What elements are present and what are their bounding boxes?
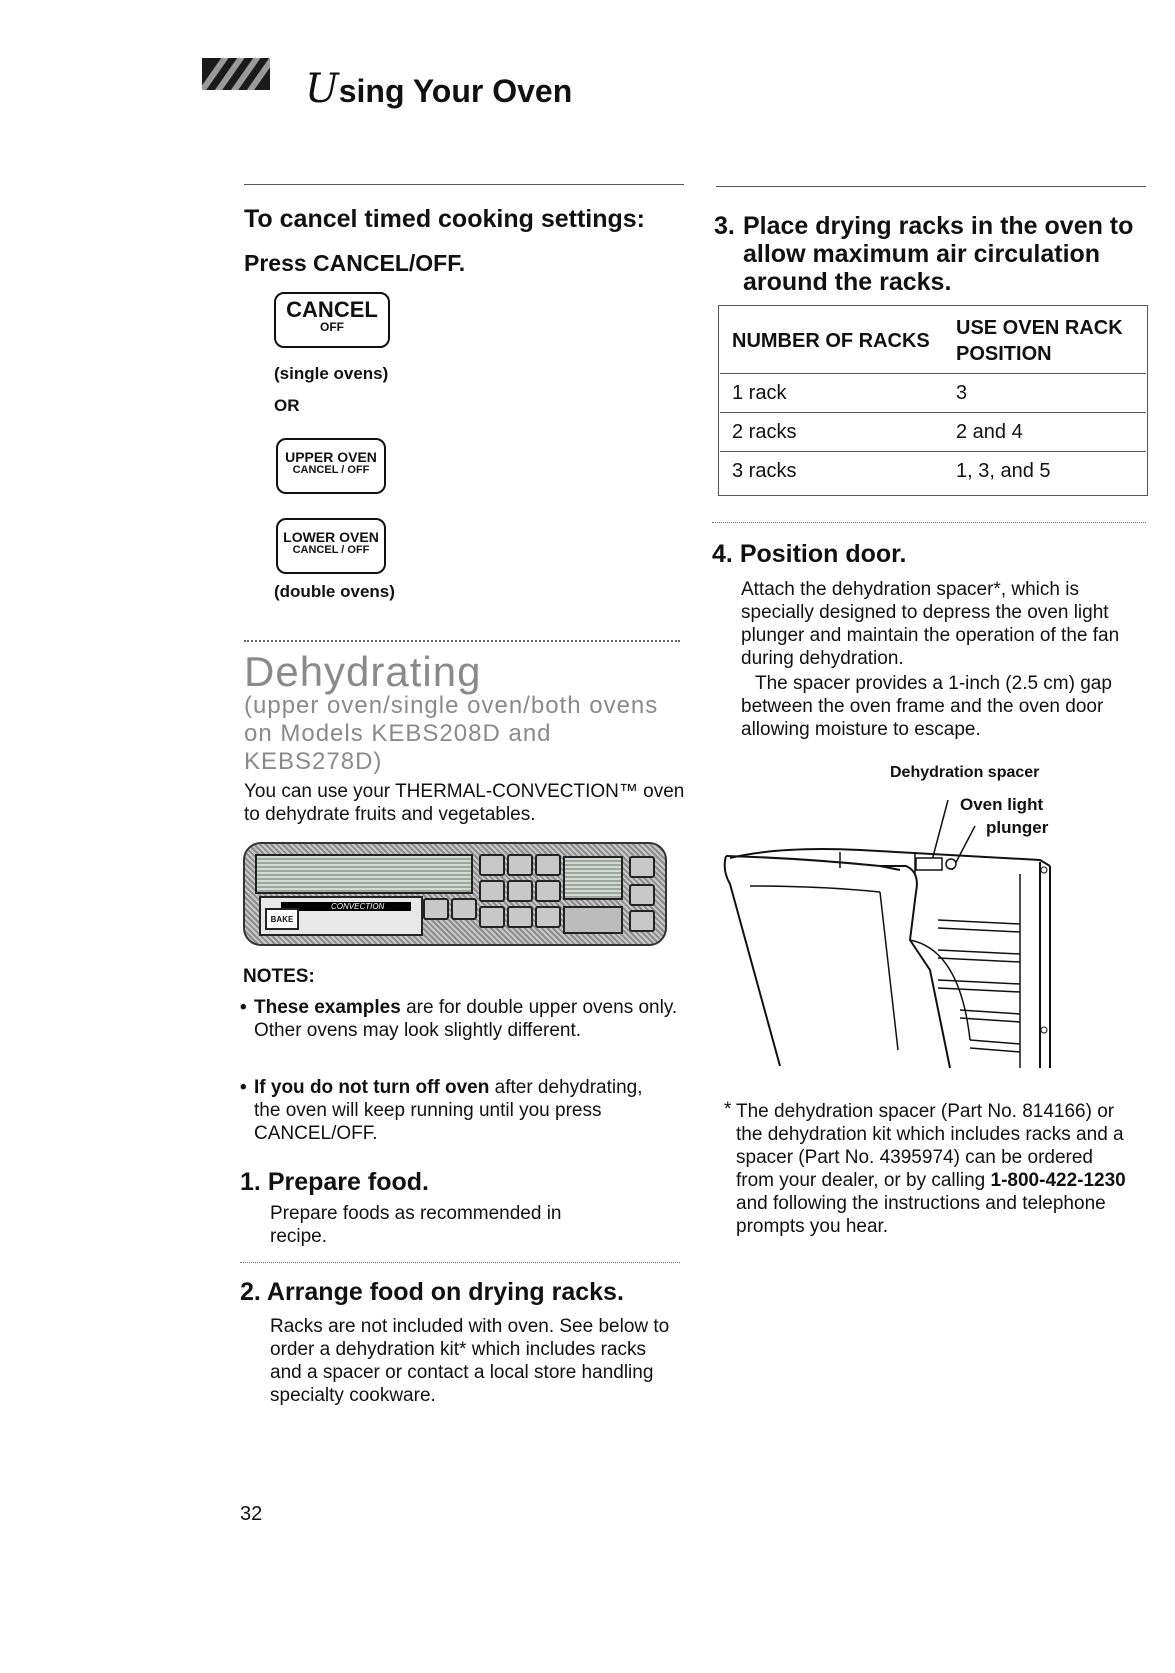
table-cell: 2 and 4 (944, 413, 1146, 452)
table-cell: 3 (944, 374, 1146, 413)
header-rack-position: USE OVEN RACK POSITION (944, 307, 1146, 374)
footnote: * The dehydration spacer (Part No. 814166) or the dehydration kit which includes racks and a spacer (Part No. 4395974) can be ordered from your dealer, or by calling 1-800-422-1230 and following the instructions and telephone prompts you hear. (724, 1099, 1126, 1237)
step-2-title: 2. Arrange food on drying racks. (240, 1278, 624, 1306)
single-ovens-caption: (single ovens) (274, 364, 389, 383)
title-rest: sing Your Oven (338, 73, 573, 109)
control-panel-illustration (243, 842, 667, 946)
oven-door-diagram (720, 800, 1070, 1075)
cancel-instruction: Press CANCEL/OFF. (244, 250, 466, 276)
cancel-off-key: CANCEL OFF (274, 292, 390, 348)
table-cell: 1 rack (720, 374, 944, 413)
section-title: Dehydrating (244, 648, 482, 695)
label-oven-light: Oven light (960, 795, 1044, 814)
step-4-body-2: The spacer provides a 1-inch (2.5 cm) gap between the oven frame and the oven door allowing moisture to escape. (741, 673, 1112, 740)
or-label: OR (274, 396, 300, 415)
section-subtitle: (upper oven/single oven/both ovens on Models KEBS208D and KEBS278D) (244, 692, 659, 775)
divider (712, 522, 1146, 523)
table-header-row (720, 307, 1146, 374)
divider (244, 184, 684, 185)
cancel-heading: To cancel timed cooking settings: (244, 205, 645, 233)
lower-oven-cancel-key: LOWER OVEN CANCEL / OFF (276, 518, 386, 574)
page-title (305, 66, 572, 112)
step-3-title: 3. Place drying racks in the oven to allow maximum air circulation around the racks. (714, 212, 1134, 296)
note-item: • These examples are for double upper ovens only. Other ovens may look slightly different. (240, 997, 678, 1041)
phone-number: 1-800-422-1230 (990, 1170, 1126, 1191)
step-1-body: Prepare foods as recommended in recipe. (270, 1203, 562, 1247)
table-row (720, 374, 1146, 413)
table-row (720, 452, 1146, 491)
table-cell: 3 racks (732, 459, 797, 482)
dehydrating-intro: You can use your THERMAL-CONVECTION™ oven to dehydrate fruits and vegetables. (244, 781, 685, 825)
step-1-title: 1. Prepare food. (240, 1168, 429, 1196)
title-initial: U (305, 66, 339, 112)
notes-heading: NOTES: (243, 966, 315, 987)
label-dehydration-spacer: Dehydration spacer (890, 764, 1040, 781)
step-4-title: 4. Position door. (712, 540, 907, 568)
divider (716, 186, 1146, 187)
note-item: • If you do not turn off oven after dehydrating, the oven will keep running until you press CANCEL/OFF. (240, 1077, 643, 1144)
double-ovens-caption: (double ovens) (274, 582, 395, 601)
step-4-body: Attach the dehydration spacer*, which is specially designed to depress the oven light plunger and maintain the operation of the fan during dehydration. (741, 579, 1120, 669)
divider (244, 640, 680, 642)
page-number: 32 (240, 1503, 263, 1525)
table-cell: 2 racks (720, 413, 944, 452)
label-plunger: plunger (986, 818, 1049, 837)
brand-logo (202, 58, 270, 90)
rack-position-table (720, 307, 1146, 490)
upper-oven-cancel-key: UPPER OVEN CANCEL / OFF (276, 438, 386, 494)
step-2-body: Racks are not included with oven. See below to order a dehydration kit* which includes racks and a spacer or contact a local store handling specialty cookware. (270, 1316, 670, 1406)
table-row (720, 413, 1146, 452)
divider (240, 1262, 680, 1263)
convection-label: CONVECTION (281, 902, 411, 911)
header-number-of-racks: NUMBER OF RACKS (720, 307, 944, 374)
table-cell: 1, 3, and 5 (956, 459, 1051, 482)
bake-label: BAKE (265, 908, 299, 930)
